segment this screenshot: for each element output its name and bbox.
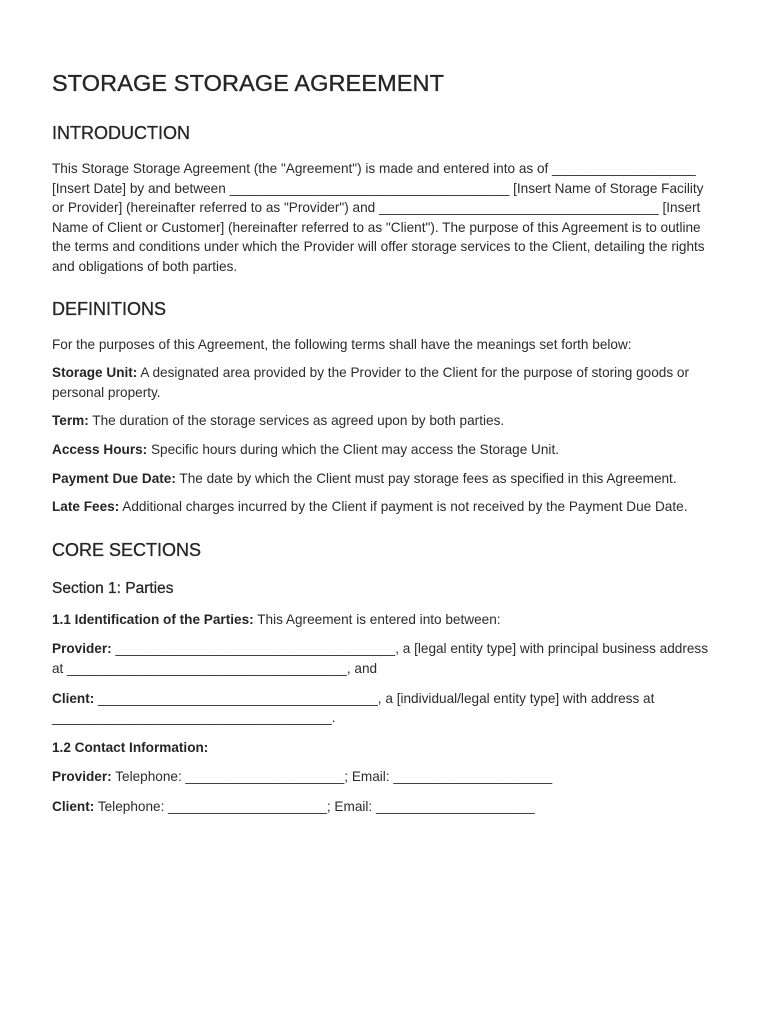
provider-label: Provider:: [52, 641, 112, 657]
definition-term: Late Fees:: [52, 499, 120, 515]
definition-text: A designated area provided by the Provider to the Client for the purpose of storing goods or personal property.: [52, 365, 689, 400]
introduction-paragraph: This Storage Storage Agreement (the "Agreement") is made and entered into as of ___________________ [Insert Date] by and between _____________________________________ [Insert Name of Storage Facility or Provider] (hereinafter referred to as "Provider") and _____________________________________ [Insert Name of Client or Customer] (hereinafter referred to as "Client"). The purpose of this Agreement is to outline the terms and conditions under which the Provider will offer storage services to the Client, detailing the rights and obligations of both parties.: [52, 161, 705, 274]
contact-information-heading: [52, 738, 718, 758]
provider-paragraph: [52, 639, 718, 678]
definition-term-duration: [52, 411, 718, 431]
definition-payment-due-date: [52, 469, 718, 489]
identification-label: 1.1 Identification of the Parties:: [52, 611, 254, 627]
provider-text: _____________________________________, a [legal entity type] with principal business address at _____________________________________, and: [52, 641, 709, 676]
client-contact-text: Telephone: _____________________; Email: _____________________: [94, 798, 535, 814]
client-text: _____________________________________, a [individual/legal entity type] with address at _____________________________________.: [52, 690, 655, 726]
definitions-intro: For the purposes of this Agreement, the following terms shall have the meanings set forth below:: [52, 336, 632, 352]
provider-contact-paragraph: [52, 767, 718, 787]
document-title: STORAGE STORAGE AGREEMENT: [52, 70, 445, 96]
provider-contact-label: Provider:: [52, 769, 112, 785]
definition-text: The date by which the Client must pay storage fees as specified in this Agreement.: [175, 470, 677, 486]
definition-late-fees: [52, 497, 718, 517]
client-label: Client:: [52, 690, 95, 706]
identification-text: This Agreement is entered into between:: [253, 611, 501, 627]
client-contact-paragraph: [52, 797, 718, 817]
section-1-heading: Section 1: Parties: [52, 579, 174, 597]
core-sections-heading: CORE SECTIONS: [52, 539, 202, 560]
client-paragraph: [52, 689, 718, 728]
definition-text: Additional charges incurred by the Client if payment is not received by the Payment Due Date.: [119, 499, 688, 515]
definition-access-hours: [52, 440, 718, 460]
definition-text: Specific hours during which the Client may access the Storage Unit.: [147, 441, 559, 457]
client-contact-label: Client:: [52, 798, 95, 814]
definition-storage-unit: [52, 363, 718, 402]
definition-term: Term:: [52, 413, 89, 429]
identification-paragraph: [52, 610, 718, 630]
definition-term: Storage Unit:: [52, 365, 138, 381]
definitions-heading: DEFINITIONS: [52, 298, 167, 319]
definition-text: The duration of the storage services as agreed upon by both parties.: [88, 413, 505, 429]
definition-term: Access Hours:: [52, 441, 148, 457]
introduction-heading: INTRODUCTION: [52, 123, 190, 143]
provider-contact-text: Telephone: _____________________; Email: _____________________: [111, 769, 553, 785]
contact-label: 1.2 Contact Information:: [52, 739, 209, 755]
definition-term: Payment Due Date:: [52, 470, 176, 486]
